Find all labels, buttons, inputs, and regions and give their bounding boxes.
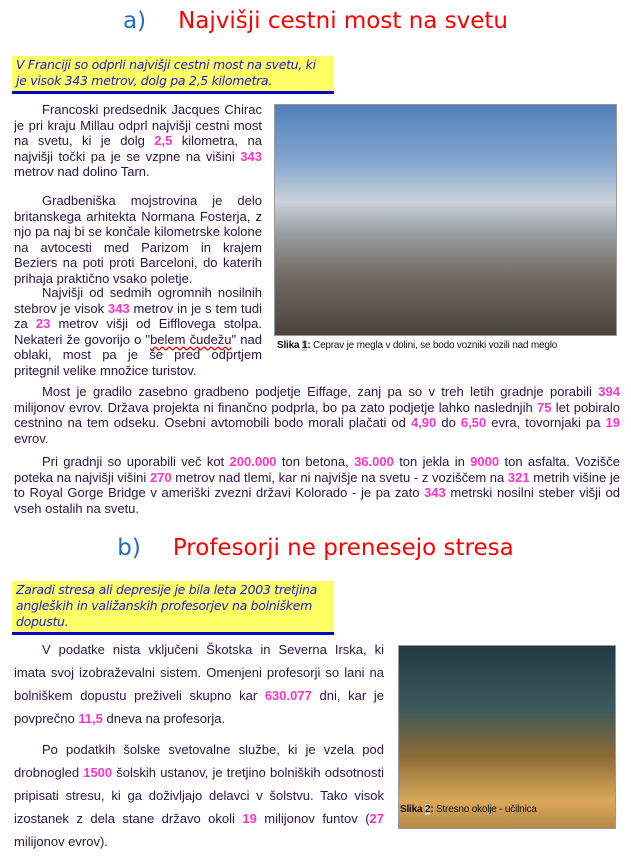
text-run: šolskih ustanov, je tretjino bolniških odsotnosti pripisati stresu, ki ga doživljajo delavci v šolstvu. Tako visok izostanek z dela stane državo okoli [14,765,384,826]
caption-colon: : [307,340,311,351]
caption-label: Slika [277,340,300,351]
text-run: Po podatkih šolske svetovalne službe, ki je vzela pod drobnogled [14,742,384,780]
paragraph [14,193,262,287]
text-run: V podatke nista vključeni Škotska in Severna Irska, ki imata svoj izobraževalni sistem. Omenjeni profesorji so lani na bolniškem dopustu preživeli skupno kar [14,642,384,703]
highlighted-number: 2,5 [154,133,173,149]
paragraph [14,738,384,853]
caption-colon: : [430,804,434,815]
text-run: Pri gradnji so uporabili več kot [42,454,230,469]
highlighted-number: 1500 [83,765,113,780]
text-run: milijonov evrov. Država projekta ni finančno podprla, bo pa zato podjetje lahko naslednjih [14,399,537,415]
highlighted-number: 343 [107,300,130,316]
section-b-heading [0,535,631,561]
paragraph [14,454,620,516]
caption-number: 1 [301,340,308,351]
text-run: Most je gradilo zasebno gradbeno podjetje Eiffage, zanj pa so v treh letih gradnje porabili [42,384,599,399]
section-a-heading [0,8,631,34]
text-run: dneva na profesorja. [102,711,226,726]
highlighted-number: 23 [35,316,51,332]
text-run: metrih višine je to Royal Gorge Bridge v ameriški zvezni državi Kolorado - je pa zato [14,469,620,501]
text-run: milijonov evrov). [14,834,108,849]
highlighted-number: 19 [242,811,257,826]
section-title: Najvišji cestni most na svetu [178,8,509,34]
text-run: ton betona, [276,454,355,469]
section-label: a) [122,8,147,34]
text-run: ton asfalta. Vozišče poteka na najvišji višini [14,454,620,485]
highlighted-number: 270 [149,469,172,485]
section-label: b) [117,535,141,561]
caption-text: Ceprav je megla v dolini, se bodo vozniki vozili nad meglo [310,340,558,351]
paragraph [14,384,620,446]
lead-box: Zaradi stresa ali depresije je bila leta 2003 tretjina angleških in valižanskih profesorjev na bolniškem dopustu. [12,581,334,635]
paragraph [14,102,262,180]
text-run: ton jekla in [393,454,471,469]
highlighted-number: 4,90 [410,415,437,431]
caption-label: Slika [400,804,423,815]
text-run: metrov nad tlemi, kar ni najvišje na svetu - z voziščem na [171,469,508,485]
figure-caption [277,340,557,351]
caption-number: 2 [424,804,431,815]
text-run: dni, kar je povprečno [14,688,384,726]
text-run: metrov višji od Eifflovega stolpa. Nekateri že govorijo o " [14,316,263,347]
text-run: milijonov funtov ( [256,811,370,826]
figure-caption [400,804,537,815]
misspelled-text: belem čudežu [150,331,232,347]
text-run: " nad oblaki, most pa je še pred odprtjem pritegnil velike množice turistov. [14,331,262,378]
text-run: metrov nad dolino Tarn. [14,164,150,180]
text-run: Francoski predsednik Jacques Chirac je pri kraju Millau odprl najvišji cestni most na svetu, ki je dolg [14,102,262,149]
highlighted-number: 11,5 [78,711,103,726]
paragraph [14,638,384,730]
text-run: Gradbeniška mojstrovina je delo britanskega arhitekta Normana Fosterja, z njo pa naj bi se končale kilometrske kolone na avtocesti med Parizom in krajem Beziers na poti proti Barceloni, do katerih prihaja praktično vsako poletje. [14,193,262,286]
highlighted-number: 9000 [470,454,500,469]
paragraph [14,285,262,379]
text-run: kilometra, na najvišji točki pa je se vzpne na višini [14,133,262,164]
highlighted-number: 343 [424,485,446,501]
highlighted-number: 394 [598,384,620,399]
highlighted-number: 27 [369,811,384,826]
highlighted-number: 19 [605,415,620,431]
highlighted-number: 200.000 [229,454,277,469]
highlighted-number: 343 [240,148,262,164]
classroom-photo [398,645,616,829]
lead-box: V Franciji so odprli najvišji cestni most na svetu, ki je visok 343 metrov, dolg pa 2,5 kilometra. [12,56,334,94]
caption-text: Stresno okolje - učilnica [433,804,537,815]
highlighted-number: 36.000 [354,454,394,469]
section-title: Profesorji ne prenesejo stresa [172,535,514,561]
text-run: metrov in je s tem tudi za [14,300,262,332]
highlighted-number: 6,50 [460,415,487,431]
highlighted-number: 75 [536,399,552,415]
bridge-photo [274,104,617,336]
text-run: do [436,415,461,431]
text-run: let pobiralo cestnino na tem odseku. Osebni avtomobili bodo morali plačati od [14,399,620,431]
text-run: evrov. [14,430,49,446]
text-run: metrski nosilni steber višji od vseh ostalih na svetu. [14,485,620,516]
highlighted-number: 321 [507,469,530,485]
text-run: Najvišji od sedmih ogromnih nosilnih stebrov je visok [14,285,262,316]
text-run: evra, tovornjaki pa [486,415,606,431]
highlighted-number: 630.077 [264,688,312,703]
